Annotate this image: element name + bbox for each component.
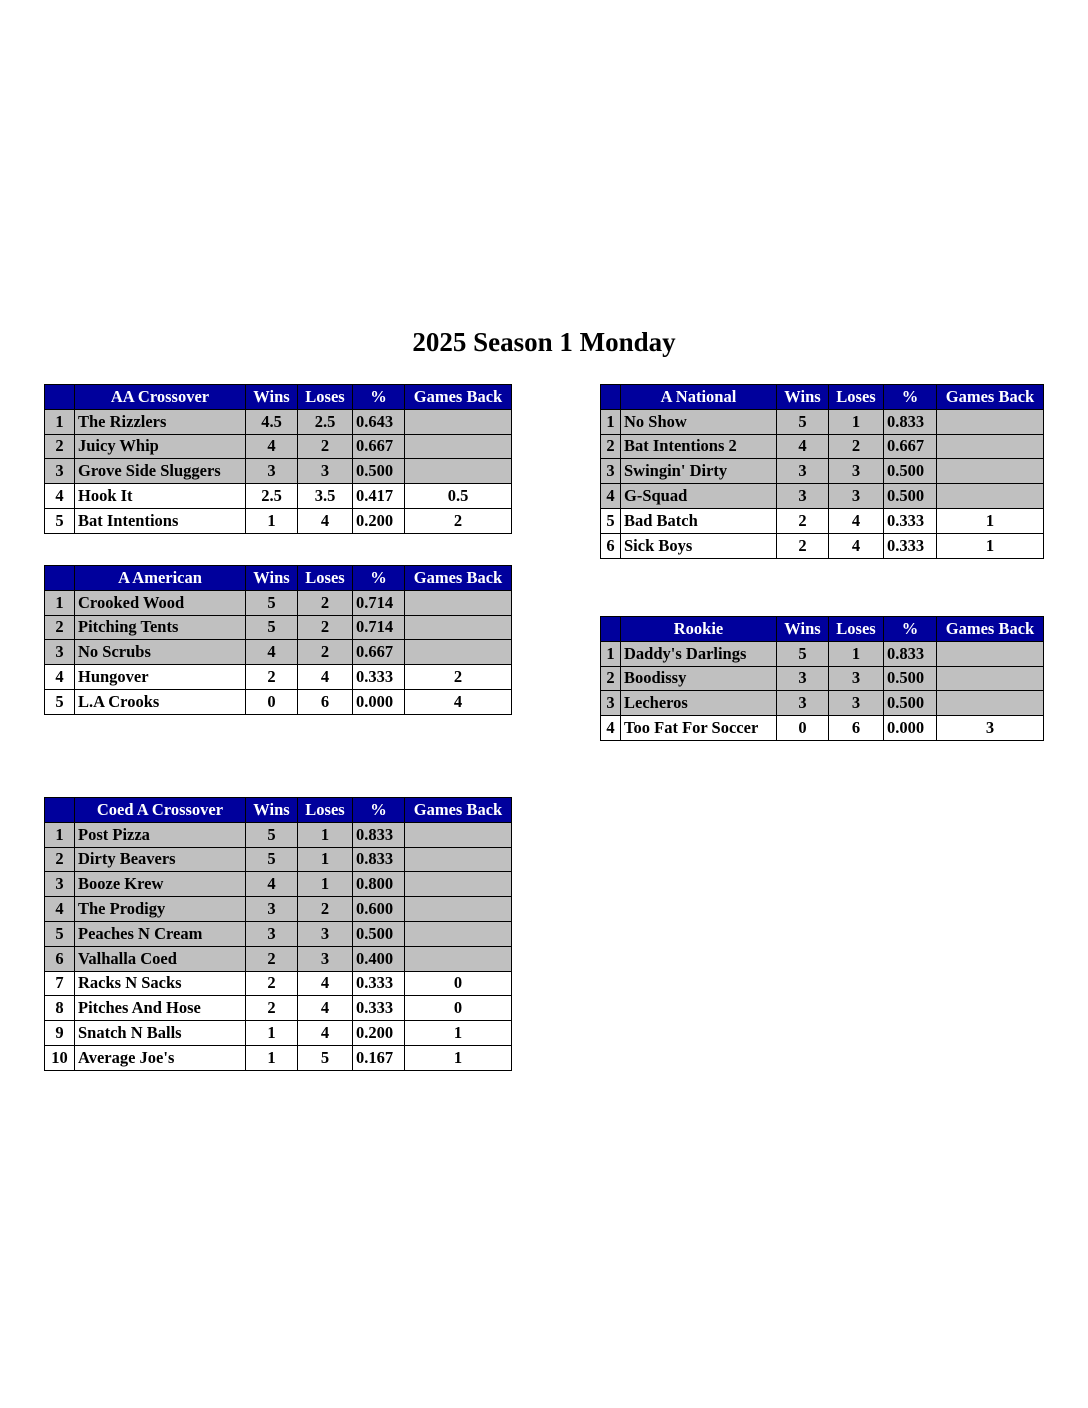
wins-header: Wins <box>246 798 298 823</box>
games-back-header: Games Back <box>937 385 1044 410</box>
table-row <box>601 409 1044 434</box>
team-name-cell: Boodissy <box>621 666 777 691</box>
games-back-cell <box>405 590 512 615</box>
pct-cell: 0.167 <box>353 1045 405 1070</box>
table-row <box>45 590 512 615</box>
team-name-cell: Crooked Wood <box>75 590 246 615</box>
pct-cell: 0.333 <box>353 996 405 1021</box>
pct-cell: 0.417 <box>353 484 405 509</box>
team-name-cell: Pitches And Hose <box>75 996 246 1021</box>
games-back-cell: 1 <box>405 1045 512 1070</box>
wins-cell: 4.5 <box>246 409 298 434</box>
rank-cell: 2 <box>601 434 621 459</box>
wins-cell: 0 <box>246 689 298 714</box>
pct-cell: 0.500 <box>884 484 937 509</box>
loses-cell: 4 <box>298 665 353 690</box>
loses-cell: 3 <box>829 459 884 484</box>
division-header: A American <box>75 566 246 591</box>
team-name-cell: Snatch N Balls <box>75 1021 246 1046</box>
wins-header: Wins <box>777 617 829 642</box>
rank-cell: 3 <box>601 691 621 716</box>
pct-cell: 0.200 <box>353 508 405 533</box>
pct-cell: 0.833 <box>884 641 937 666</box>
wins-cell: 5 <box>777 409 829 434</box>
team-name-cell: The Prodigy <box>75 897 246 922</box>
rank-cell: 1 <box>45 822 75 847</box>
team-name-cell: Booze Krew <box>75 872 246 897</box>
pct-cell: 0.500 <box>353 921 405 946</box>
team-name-cell: Pitching Tents <box>75 615 246 640</box>
team-name-cell: Dirty Beavers <box>75 847 246 872</box>
loses-header: Loses <box>298 566 353 591</box>
loses-cell: 3 <box>829 691 884 716</box>
header-row <box>601 385 1044 410</box>
loses-cell: 3 <box>298 921 353 946</box>
header-row <box>45 385 512 410</box>
rank-cell: 1 <box>601 641 621 666</box>
standings-table-rookie <box>600 616 1044 741</box>
games-back-header: Games Back <box>405 566 512 591</box>
rank-cell: 5 <box>45 508 75 533</box>
table-row <box>45 822 512 847</box>
games-back-cell <box>405 872 512 897</box>
table-row <box>601 716 1044 741</box>
table-row <box>45 1021 512 1046</box>
pct-cell: 0.200 <box>353 1021 405 1046</box>
rank-cell: 10 <box>45 1045 75 1070</box>
wins-cell: 5 <box>246 847 298 872</box>
wins-cell: 2 <box>246 971 298 996</box>
rank-cell: 4 <box>601 716 621 741</box>
pct-cell: 0.643 <box>353 409 405 434</box>
games-back-cell <box>405 946 512 971</box>
division-header: Rookie <box>621 617 777 642</box>
header-row <box>601 617 1044 642</box>
wins-cell: 5 <box>246 590 298 615</box>
games-back-cell <box>937 691 1044 716</box>
games-back-cell <box>405 847 512 872</box>
wins-cell: 4 <box>246 872 298 897</box>
header-row <box>45 566 512 591</box>
wins-cell: 4 <box>246 640 298 665</box>
table-row <box>601 508 1044 533</box>
team-name-cell: Grove Side Sluggers <box>75 459 246 484</box>
pct-cell: 0.500 <box>884 666 937 691</box>
pct-cell: 0.833 <box>353 822 405 847</box>
rank-cell: 4 <box>45 484 75 509</box>
wins-cell: 3 <box>246 921 298 946</box>
loses-cell: 4 <box>829 533 884 558</box>
table-row <box>45 897 512 922</box>
wins-cell: 1 <box>246 1045 298 1070</box>
rank-cell: 2 <box>45 847 75 872</box>
loses-header: Loses <box>298 798 353 823</box>
loses-cell: 2 <box>829 434 884 459</box>
loses-cell: 3 <box>298 459 353 484</box>
team-name-cell: Peaches N Cream <box>75 921 246 946</box>
team-name-cell: Racks N Sacks <box>75 971 246 996</box>
rank-cell: 2 <box>45 615 75 640</box>
games-back-cell: 1 <box>937 533 1044 558</box>
table-row <box>45 665 512 690</box>
pct-cell: 0.500 <box>884 691 937 716</box>
wins-cell: 4 <box>777 434 829 459</box>
wins-cell: 3 <box>777 666 829 691</box>
wins-cell: 2 <box>777 508 829 533</box>
loses-header: Loses <box>298 385 353 410</box>
rank-cell: 3 <box>45 459 75 484</box>
pct-cell: 0.333 <box>353 665 405 690</box>
games-back-cell: 0 <box>405 996 512 1021</box>
rank-header <box>45 566 75 591</box>
table-row <box>45 971 512 996</box>
rank-cell: 2 <box>45 434 75 459</box>
games-back-cell: 4 <box>405 689 512 714</box>
wins-cell: 1 <box>246 508 298 533</box>
rank-cell: 3 <box>45 640 75 665</box>
games-back-cell: 3 <box>937 716 1044 741</box>
team-name-cell: Lecheros <box>621 691 777 716</box>
games-back-cell: 1 <box>405 1021 512 1046</box>
table-row <box>45 847 512 872</box>
games-back-cell <box>405 640 512 665</box>
team-name-cell: No Show <box>621 409 777 434</box>
wins-cell: 2 <box>246 665 298 690</box>
loses-cell: 4 <box>298 508 353 533</box>
wins-cell: 3 <box>777 484 829 509</box>
table-row <box>45 872 512 897</box>
wins-cell: 1 <box>246 1021 298 1046</box>
wins-cell: 3 <box>777 691 829 716</box>
standings-table-a-national <box>600 384 1044 559</box>
table-row <box>45 434 512 459</box>
wins-cell: 0 <box>777 716 829 741</box>
loses-header: Loses <box>829 385 884 410</box>
page-title: 2025 Season 1 Monday <box>412 327 676 357</box>
loses-cell: 2.5 <box>298 409 353 434</box>
wins-cell: 2 <box>246 946 298 971</box>
rank-cell: 1 <box>45 409 75 434</box>
table-row <box>45 689 512 714</box>
loses-cell: 1 <box>829 641 884 666</box>
games-back-cell <box>405 897 512 922</box>
pct-header: % <box>353 385 405 410</box>
pct-header: % <box>353 798 405 823</box>
loses-cell: 4 <box>298 1021 353 1046</box>
rank-header <box>45 385 75 410</box>
pct-cell: 0.667 <box>884 434 937 459</box>
pct-cell: 0.333 <box>353 971 405 996</box>
loses-cell: 3 <box>829 484 884 509</box>
standings-table-a-american <box>44 565 512 715</box>
loses-cell: 1 <box>298 847 353 872</box>
team-name-cell: Daddy's Darlings <box>621 641 777 666</box>
games-back-cell <box>405 615 512 640</box>
games-back-cell <box>405 434 512 459</box>
wins-cell: 3 <box>246 459 298 484</box>
loses-cell: 4 <box>829 508 884 533</box>
table-row <box>601 691 1044 716</box>
games-back-header: Games Back <box>405 385 512 410</box>
loses-cell: 2 <box>298 615 353 640</box>
loses-cell: 2 <box>298 640 353 665</box>
team-name-cell: Hook It <box>75 484 246 509</box>
games-back-cell <box>405 409 512 434</box>
table-row <box>45 996 512 1021</box>
games-back-header: Games Back <box>405 798 512 823</box>
table-row <box>45 921 512 946</box>
loses-cell: 3 <box>829 666 884 691</box>
pct-header: % <box>884 385 937 410</box>
wins-cell: 5 <box>246 822 298 847</box>
pct-cell: 0.000 <box>884 716 937 741</box>
pct-header: % <box>353 566 405 591</box>
table-row <box>45 946 512 971</box>
team-name-cell: L.A Crooks <box>75 689 246 714</box>
wins-cell: 2 <box>777 533 829 558</box>
table-row <box>45 508 512 533</box>
loses-cell: 2 <box>298 590 353 615</box>
loses-cell: 1 <box>829 409 884 434</box>
loses-cell: 2 <box>298 897 353 922</box>
games-back-cell: 0 <box>405 971 512 996</box>
team-name-cell: G-Squad <box>621 484 777 509</box>
pct-cell: 0.333 <box>884 508 937 533</box>
rank-cell: 3 <box>45 872 75 897</box>
rank-header <box>601 617 621 642</box>
wins-cell: 2 <box>246 996 298 1021</box>
table-row <box>45 640 512 665</box>
team-name-cell: Post Pizza <box>75 822 246 847</box>
table-row <box>601 533 1044 558</box>
games-back-cell <box>937 641 1044 666</box>
wins-cell: 5 <box>246 615 298 640</box>
table-row <box>45 615 512 640</box>
loses-cell: 4 <box>298 971 353 996</box>
loses-cell: 4 <box>298 996 353 1021</box>
table-row <box>45 409 512 434</box>
games-back-cell: 1 <box>937 508 1044 533</box>
wins-cell: 4 <box>246 434 298 459</box>
rank-cell: 1 <box>45 590 75 615</box>
table-row <box>601 459 1044 484</box>
pct-cell: 0.800 <box>353 872 405 897</box>
games-back-cell <box>937 459 1044 484</box>
team-name-cell: Bat Intentions 2 <box>621 434 777 459</box>
games-back-cell <box>937 434 1044 459</box>
loses-cell: 1 <box>298 822 353 847</box>
games-back-cell: 2 <box>405 665 512 690</box>
header-row <box>45 798 512 823</box>
loses-cell: 3 <box>298 946 353 971</box>
team-name-cell: Bad Batch <box>621 508 777 533</box>
rank-cell: 5 <box>45 921 75 946</box>
table-row <box>601 484 1044 509</box>
team-name-cell: Too Fat For Soccer <box>621 716 777 741</box>
table-row <box>45 459 512 484</box>
table-row <box>601 666 1044 691</box>
loses-header: Loses <box>829 617 884 642</box>
pct-cell: 0.833 <box>353 847 405 872</box>
loses-cell: 6 <box>298 689 353 714</box>
team-name-cell: No Scrubs <box>75 640 246 665</box>
games-back-cell: 0.5 <box>405 484 512 509</box>
rank-cell: 8 <box>45 996 75 1021</box>
table-row <box>601 641 1044 666</box>
team-name-cell: Swingin' Dirty <box>621 459 777 484</box>
team-name-cell: Bat Intentions <box>75 508 246 533</box>
loses-cell: 2 <box>298 434 353 459</box>
wins-header: Wins <box>246 566 298 591</box>
pct-cell: 0.500 <box>884 459 937 484</box>
rank-cell: 4 <box>601 484 621 509</box>
pct-cell: 0.833 <box>884 409 937 434</box>
pct-cell: 0.400 <box>353 946 405 971</box>
rank-cell: 4 <box>45 665 75 690</box>
games-back-cell <box>405 459 512 484</box>
wins-cell: 5 <box>777 641 829 666</box>
games-back-cell <box>937 484 1044 509</box>
wins-cell: 3 <box>246 897 298 922</box>
rank-cell: 2 <box>601 666 621 691</box>
rank-cell: 6 <box>601 533 621 558</box>
division-header: AA Crossover <box>75 385 246 410</box>
team-name-cell: Valhalla Coed <box>75 946 246 971</box>
pct-cell: 0.600 <box>353 897 405 922</box>
standings-table-coed-a-crossover <box>44 797 512 1071</box>
division-header: Coed A Crossover <box>75 798 246 823</box>
pct-cell: 0.000 <box>353 689 405 714</box>
rank-cell: 9 <box>45 1021 75 1046</box>
rank-cell: 7 <box>45 971 75 996</box>
loses-cell: 3.5 <box>298 484 353 509</box>
rank-cell: 3 <box>601 459 621 484</box>
team-name-cell: Hungover <box>75 665 246 690</box>
team-name-cell: Sick Boys <box>621 533 777 558</box>
team-name-cell: The Rizzlers <box>75 409 246 434</box>
wins-cell: 3 <box>777 459 829 484</box>
games-back-cell <box>405 921 512 946</box>
pct-cell: 0.667 <box>353 434 405 459</box>
standings-table-aa-crossover <box>44 384 512 534</box>
loses-cell: 5 <box>298 1045 353 1070</box>
pct-cell: 0.333 <box>884 533 937 558</box>
rank-cell: 4 <box>45 897 75 922</box>
rank-cell: 1 <box>601 409 621 434</box>
loses-cell: 1 <box>298 872 353 897</box>
games-back-cell <box>405 822 512 847</box>
pct-cell: 0.714 <box>353 615 405 640</box>
table-row <box>45 1045 512 1070</box>
rank-cell: 5 <box>45 689 75 714</box>
pct-cell: 0.667 <box>353 640 405 665</box>
rank-cell: 5 <box>601 508 621 533</box>
wins-header: Wins <box>246 385 298 410</box>
pct-cell: 0.500 <box>353 459 405 484</box>
loses-cell: 6 <box>829 716 884 741</box>
rank-cell: 6 <box>45 946 75 971</box>
rank-header <box>601 385 621 410</box>
rank-header <box>45 798 75 823</box>
games-back-cell: 2 <box>405 508 512 533</box>
wins-header: Wins <box>777 385 829 410</box>
pct-cell: 0.714 <box>353 590 405 615</box>
table-row <box>45 484 512 509</box>
games-back-cell <box>937 666 1044 691</box>
team-name-cell: Average Joe's <box>75 1045 246 1070</box>
games-back-cell <box>937 409 1044 434</box>
games-back-header: Games Back <box>937 617 1044 642</box>
division-header: A National <box>621 385 777 410</box>
wins-cell: 2.5 <box>246 484 298 509</box>
pct-header: % <box>884 617 937 642</box>
table-row <box>601 434 1044 459</box>
team-name-cell: Juicy Whip <box>75 434 246 459</box>
